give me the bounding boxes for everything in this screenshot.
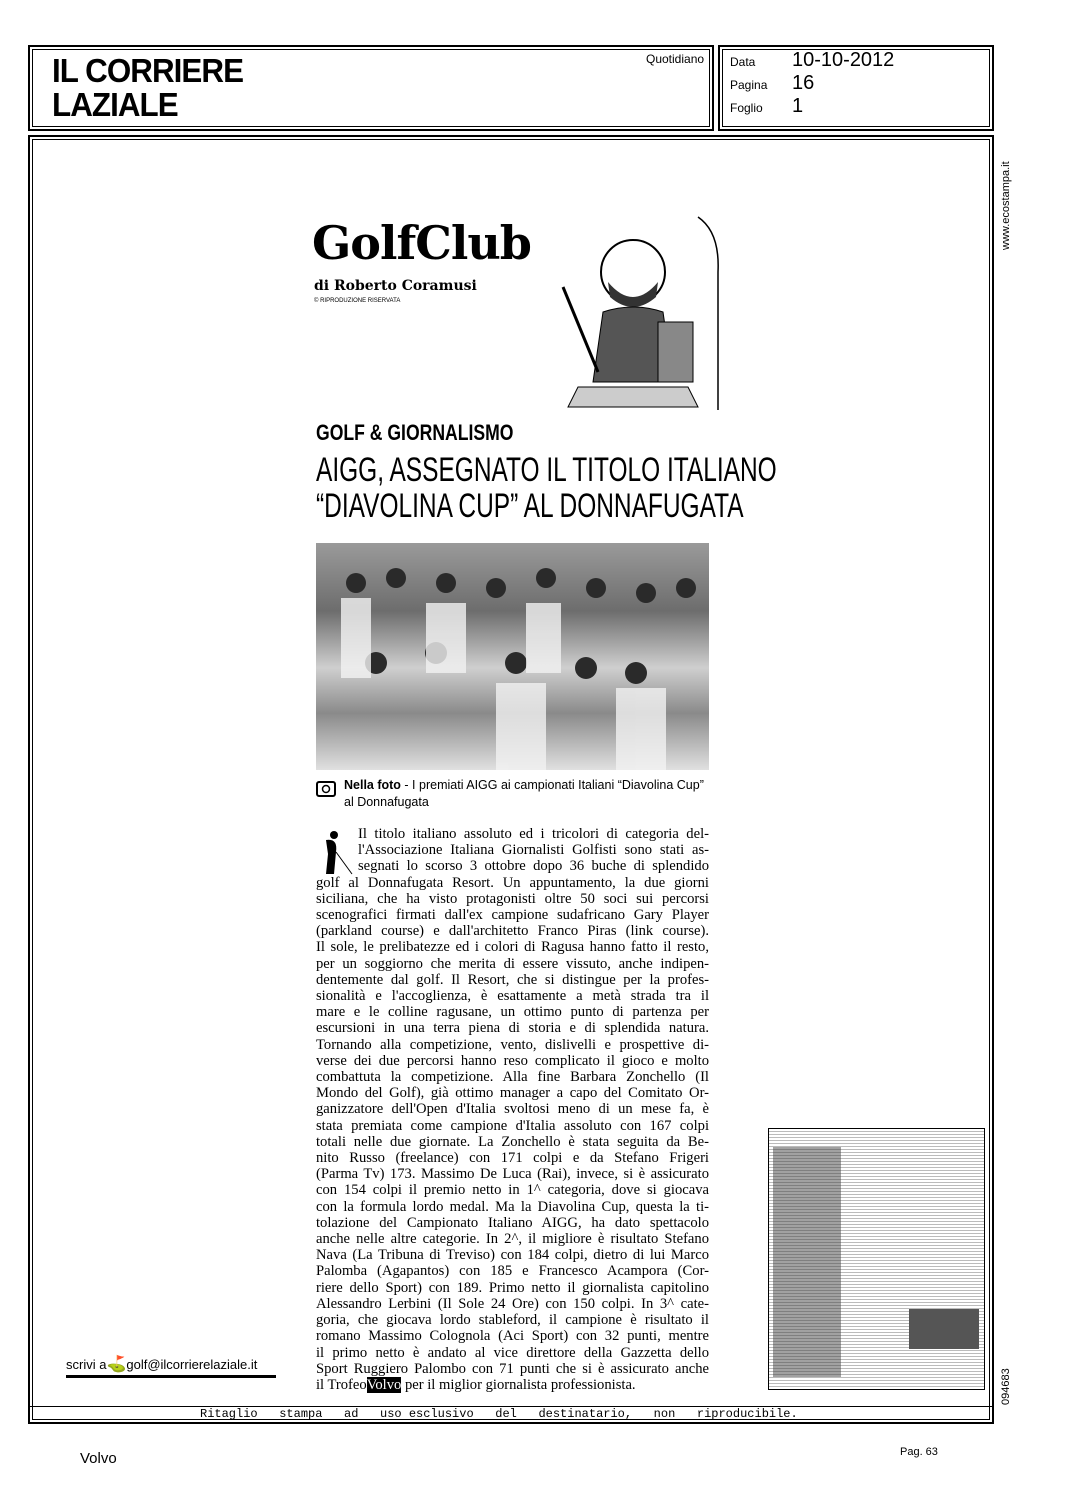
- thumbnail-photo: [909, 1309, 979, 1349]
- body-line: segnati lo scorso 3 ottobre dopo 36 buche di splendido: [358, 858, 709, 875]
- golfer-small-icon: ⛳: [106, 1356, 127, 1373]
- contact-email[interactable]: golf@ilcorrierelaziale.it: [126, 1357, 258, 1372]
- thumbnail-column: [773, 1147, 841, 1377]
- column-byline: di Roberto Coramusi: [314, 278, 477, 294]
- camera-icon: [316, 780, 336, 798]
- body-line: con 154 colpi il premio netto in 1^ categoria, dove si giocava: [316, 1182, 709, 1199]
- body-line: romano Massimo Colognola (Aci Sport) con 32 punti, mentre: [316, 1328, 709, 1345]
- body-line: sionalità e l'accoglienza, è esattamente a metà strada tra il: [316, 988, 709, 1005]
- body-line: Il sole, le prelibatezze ed i colori di Ragusa hanno fatto il resto,: [316, 939, 709, 956]
- highlighted-keyword: Volvo: [366, 1376, 402, 1393]
- award-photo: [316, 543, 709, 770]
- contact-prefix: scrivi a: [66, 1357, 107, 1372]
- contact-line: [66, 1354, 257, 1374]
- article-headline: [316, 452, 777, 524]
- body-line: (Parma Tv) 173. Massimo De Luca (Rai), invece, si è assicurato: [316, 1166, 709, 1183]
- body-line: per un soggiorno che merita di essere vissuto, anche indipen-: [316, 955, 709, 972]
- body-line: Alessandro Lerbini (Il Sole 24 Ore) con 150 colpi. In 3^ cate-: [316, 1295, 709, 1312]
- pagina-label: Pagina: [730, 78, 768, 92]
- client-name: Volvo: [80, 1450, 117, 1467]
- body-text: il Trofeo: [316, 1376, 367, 1393]
- body-line: verse dei due percorsi hanno reso complicato il gioco e molto: [316, 1052, 709, 1069]
- masthead-logo: [52, 54, 243, 122]
- contact-underline: [66, 1375, 276, 1378]
- body-line: combattuta la competizione. Alla fine Barbara Zonchello (Il: [316, 1069, 709, 1086]
- masthead-line2: LAZIALE: [52, 86, 178, 123]
- body-line: riere dello Sport) con 189. Primo netto il giornalista capitolino: [316, 1279, 709, 1296]
- pagina-value: 16: [792, 72, 815, 94]
- body-line: tolazione del Campionato Italiano AIGG, ha dato spettacolo: [316, 1214, 709, 1231]
- article-body: [316, 826, 709, 1393]
- foglio-value: 1: [792, 95, 804, 117]
- rights-notice: © RIPRODUZIONE RISERVATA: [314, 298, 401, 304]
- body-line: il primo netto è andato al vice direttore della Gazzetta dello: [316, 1344, 709, 1361]
- body-line: nito Russo (freelance) con 171 colpi e da Stefano Frigeri: [316, 1150, 709, 1167]
- caption-text: - I premiati AIGG ai campionati Italiani “Diavolina Cup” al Donnafugata: [344, 778, 704, 809]
- body-line: Sport Ruggiero Palombo con 71 punti che si è assicurato anche: [316, 1360, 709, 1377]
- body-line: Il titolo italiano assoluto ed i tricolori di categoria del-: [358, 826, 709, 842]
- masthead-line1: IL CORRIERE: [52, 52, 244, 89]
- body-line: l'Associazione Italiana Giornalisti Golfisti sono stati as-: [358, 842, 709, 859]
- body-line: con la formula lordo medal. Ma la Diavolina Cup, questa la ti-: [316, 1198, 709, 1215]
- body-line: goria, che giocava lordo stableford, il campione è risultato il: [316, 1312, 709, 1329]
- reproduction-notice: Ritaglio stampa ad uso esclusivo del destinatario, non riproducibile.: [200, 1407, 798, 1421]
- photo-people-silhouettes: [316, 543, 709, 770]
- body-line: anche nelle altre categorie. In 2^, il migliore è risultato Stefano: [316, 1231, 709, 1248]
- page-number: Pag. 63: [900, 1446, 938, 1458]
- body-last-line: [316, 1377, 709, 1393]
- headline-line1: AIGG, ASSEGNATO IL TITOLO ITALIANO: [316, 451, 777, 489]
- body-line: (parkland course) e dall'architetto Franco Piras (link course).: [316, 923, 709, 940]
- body-line: escursioni in una terra piena di storia e di splendida natura.: [316, 1020, 709, 1037]
- body-line: golf al Donnafugata Resort. Un appuntamento, la due giorni: [316, 874, 709, 891]
- body-line: scenografici firmati dall'ex campione sudafricano Gary Player: [316, 907, 709, 924]
- body-line: totali nelle due giornate. La Zonchello è stata seguita da Be-: [316, 1133, 709, 1150]
- page-thumbnail: [768, 1128, 985, 1390]
- body-line: dentemente dal golf. Il Resort, che si distingue per la profes-: [316, 971, 709, 988]
- body-line: siciliana, che ha visto protagonisti oltre 50 soci sui percorsi: [316, 890, 709, 907]
- body-line: Palomba (Agapantos) con 185 e Francesco Acampora (Cor-: [316, 1263, 709, 1280]
- photo-caption: [344, 777, 714, 811]
- website-label: www.ecostampa.it: [1000, 161, 1012, 250]
- foglio-label: Foglio: [730, 101, 763, 115]
- body-line: Nava (La Tribuna di Treviso) con 184 colpi, dietro di lui Marco: [316, 1247, 709, 1264]
- column-title: GolfClub: [312, 216, 531, 270]
- data-label: Data: [730, 55, 756, 69]
- body-line: mare e le colline ragusane, un ottimo punto di partenza per: [316, 1004, 709, 1021]
- periodicity: Quotidiano: [646, 52, 705, 66]
- clipping-code: 094683: [1000, 1368, 1012, 1405]
- data-value: 10-10-2012: [792, 49, 895, 71]
- body-line: Mondo del Golf), già ottimo manager a capo del Comitato Or-: [316, 1085, 709, 1102]
- headline-line2: “DIAVOLINA CUP” AL DONNAFUGATA: [316, 487, 744, 525]
- article-kicker: GOLF & GIORNALISMO: [316, 420, 514, 445]
- caption-bold: Nella foto: [344, 778, 401, 792]
- body-line: Tornando alla competizione, vento, dislivelli e prospettive di-: [316, 1036, 709, 1053]
- caricature-illustration: [548, 212, 723, 412]
- body-line: stata premiata come campione d'Italia assoluto con 167 colpi: [316, 1117, 709, 1134]
- body-text: per il miglior giornalista professionista.: [401, 1376, 636, 1393]
- body-line: ganizzatore dell'Open d'Italia svoltosi meno di un mese fa, è: [316, 1101, 709, 1118]
